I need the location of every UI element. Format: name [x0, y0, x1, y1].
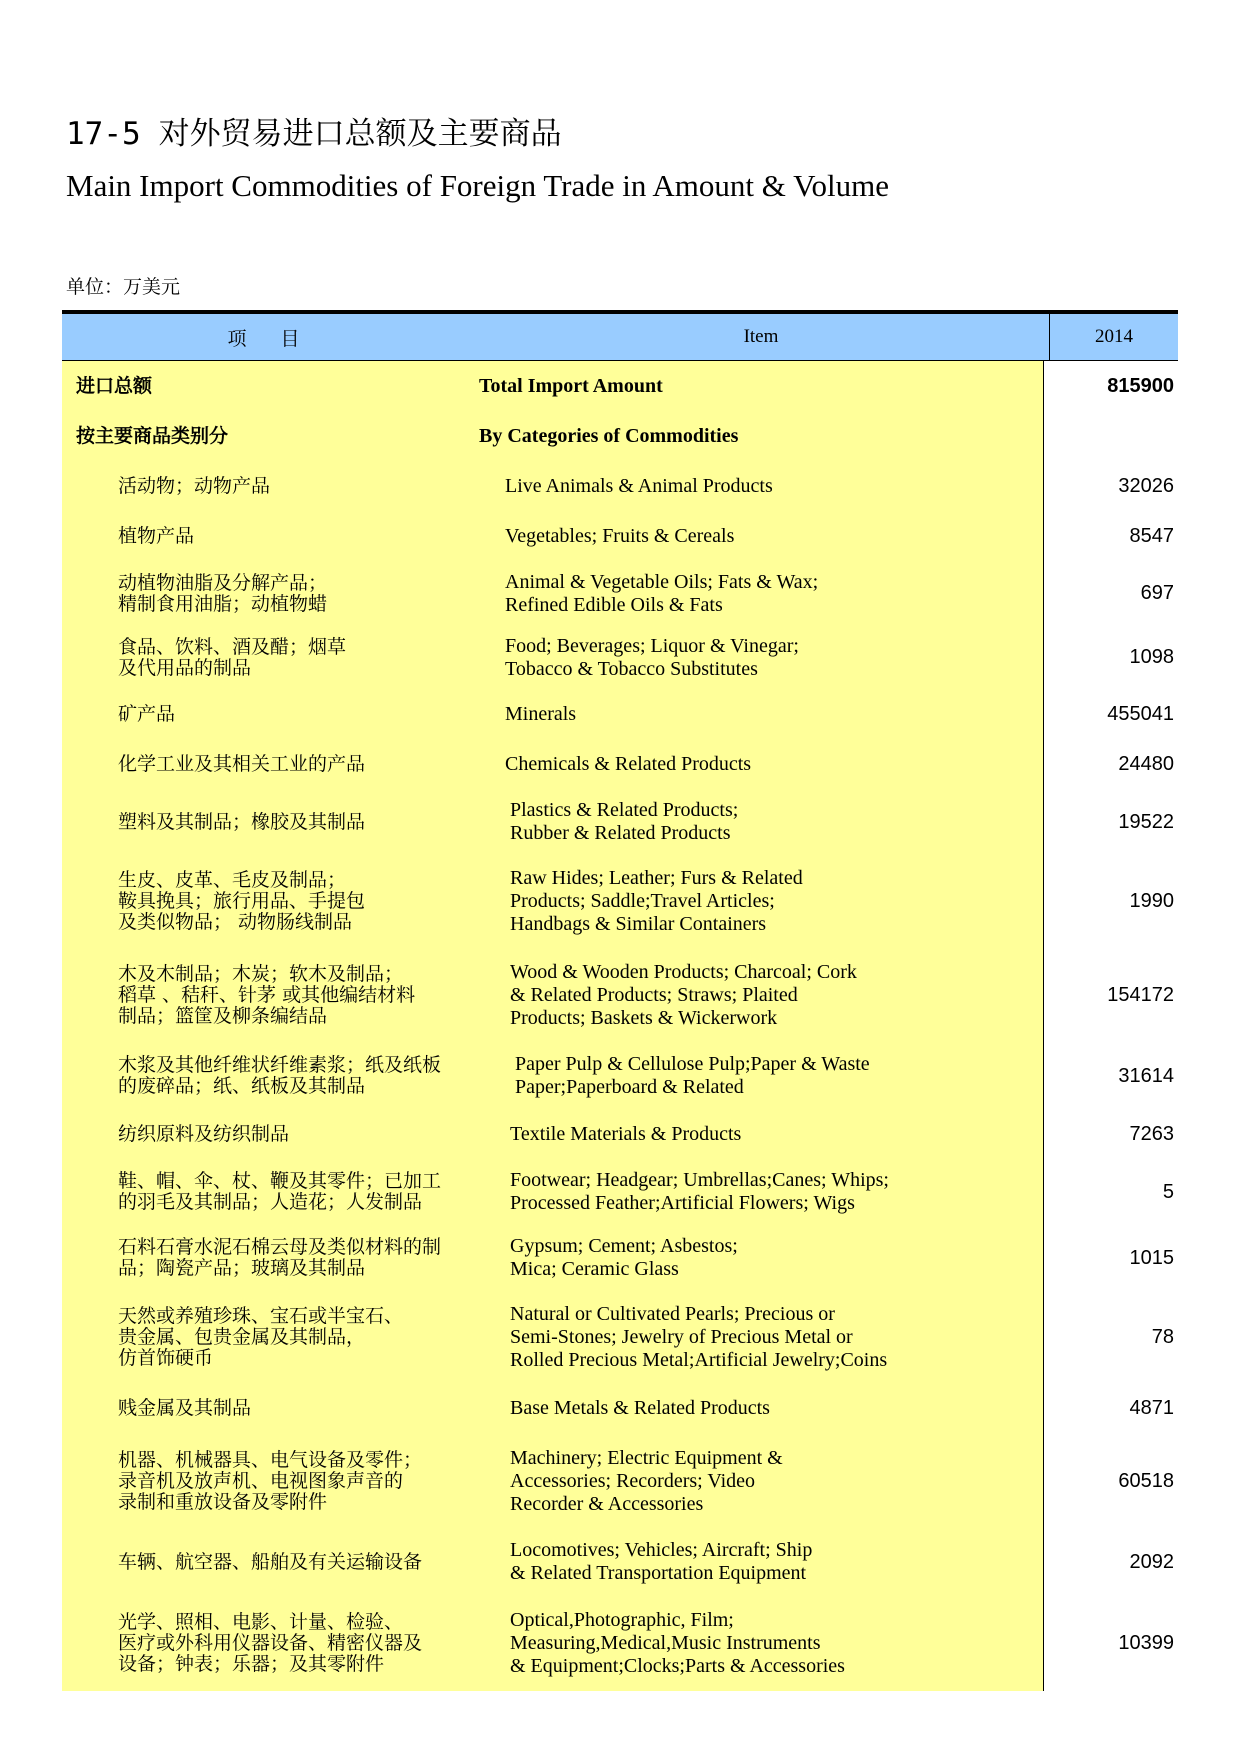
row-label-en: Natural or Cultivated Pearls; Precious or Semi-Stones; Jewelry of Precious Metal or Rolled Precious Metal;Artificial Jewelry;Coins: [510, 1302, 888, 1371]
row-label-cn: 动植物油脂及分解产品； 精制食用油脂；动植物蜡: [118, 571, 328, 615]
header-item-cn: 项 目: [227, 327, 314, 350]
row-value: 1990: [1129, 889, 1174, 912]
table-row: [62, 511, 1178, 561]
row-label-en: Gypsum; Cement; Asbestos; Mica; Ceramic Glass: [510, 1235, 738, 1280]
row-label-cn: 光学、照相、电影、计量、检验、 医疗或外科用仪器设备、精密仪器及 设备；钟表；乐器；及其零附件: [118, 1610, 423, 1675]
page-title-cn: [66, 114, 562, 154]
table-row: [62, 739, 1178, 789]
table-row: [62, 1225, 1178, 1291]
table-row: [62, 789, 1178, 855]
row-label-cn: 木浆及其他纤维状纤维素浆；纸及纸板 的废碎品；纸、纸板及其制品: [118, 1054, 442, 1097]
header-item-en: Item: [479, 314, 1050, 360]
table-row: [62, 1529, 1178, 1595]
row-value: 815900: [1107, 374, 1174, 397]
header-year: 2014: [1095, 326, 1133, 347]
table-row: [62, 461, 1178, 511]
page-title-en: Main Import Commodities of Foreign Trade in Amount & Volume: [66, 168, 889, 203]
row-label-cn: 贱金属及其制品: [118, 1396, 252, 1419]
row-value: 7263: [1129, 1122, 1174, 1145]
row-label-en: Raw Hides; Leather; Furs & Related Products; Saddle;Travel Articles; Handbags & Similar Containers: [510, 866, 803, 935]
row-value: 2092: [1129, 1550, 1174, 1573]
table-row: [62, 1043, 1178, 1109]
table-row: [62, 1383, 1178, 1433]
row-label-en: Textile Materials & Products: [510, 1122, 742, 1145]
import-table: [62, 310, 1178, 1691]
table-row: [62, 1595, 1178, 1691]
unit-label: 单位：万美元: [66, 276, 181, 298]
row-value: [1044, 411, 1178, 461]
table-row: [62, 947, 1178, 1043]
table-row: [62, 561, 1178, 626]
row-label-cn: 食品、饮料、酒及醋；烟草 及代用品的制品: [118, 635, 347, 679]
row-label-cn: 天然或养殖珍珠、宝石或半宝石、 贵金属、包贵金属及其制品， 仿首饰硬币: [118, 1304, 404, 1369]
row-label-en: Optical,Photographic, Film; Measuring,Medical,Music Instruments & Equipment;Clocks;Parts & Accessories: [510, 1608, 845, 1677]
table-row: [62, 855, 1178, 947]
row-label-en: Wood & Wooden Products; Charcoal; Cork & Related Products; Straws; Plaited Products; Baskets & Wickerwork: [510, 960, 857, 1029]
row-label-cn: 机器、机械器具、电气设备及零件； 录音机及放声机、电视图象声音的 录制和重放设备及零附件: [118, 1448, 423, 1513]
row-label-en: Base Metals & Related Products: [510, 1396, 770, 1419]
table-row: [62, 689, 1178, 739]
row-label-en: Live Animals & Animal Products: [505, 474, 773, 497]
table-row: [62, 411, 1178, 461]
row-label-cn: 石料石膏水泥石棉云母及类似材料的制 品；陶瓷产品；玻璃及其制品: [118, 1236, 442, 1279]
row-value: 1015: [1129, 1246, 1174, 1269]
table-body: [62, 361, 1178, 1691]
row-value: 19522: [1118, 810, 1174, 833]
row-value: 31614: [1118, 1064, 1174, 1087]
row-value: 455041: [1107, 702, 1174, 725]
row-label-cn: 植物产品: [118, 524, 195, 547]
row-label-en: Machinery; Electric Equipment & Accessories; Recorders; Video Recorder & Accessories: [510, 1446, 783, 1515]
row-value: 154172: [1107, 983, 1174, 1006]
table-row: [62, 1109, 1178, 1159]
row-value: 32026: [1118, 474, 1174, 497]
row-label-en: Paper Pulp & Cellulose Pulp;Paper & Waste Paper;Paperboard & Related: [515, 1053, 870, 1098]
row-value: 78: [1151, 1325, 1174, 1348]
row-label-cn: 活动物；动物产品: [118, 474, 271, 497]
row-label-cn: 木及木制品；木炭；软木及制品； 稻草 、秸秆、针茅 或其他编结材料 制品；篮筐及柳条编结品: [118, 962, 416, 1027]
table-row: [62, 1159, 1178, 1225]
table-row: [62, 361, 1178, 411]
title-cn-text: 对外贸易进口总额及主要商品: [158, 116, 562, 152]
row-label-cn: 矿产品: [118, 702, 176, 725]
row-value: 697: [1140, 582, 1174, 604]
row-label-cn: 纺织原料及纺织制品: [118, 1122, 290, 1145]
row-label-cn: 塑料及其制品；橡胶及其制品: [118, 810, 366, 833]
table-row: [62, 1291, 1178, 1383]
row-label-cn: 进口总额: [76, 374, 153, 397]
row-label-en: Food; Beverages; Liquor & Vinegar; Tobacco & Tobacco Substitutes: [505, 634, 799, 680]
row-label-cn: 车辆、航空器、船舶及有关运输设备: [118, 1550, 423, 1573]
row-label-en: Locomotives; Vehicles; Aircraft; Ship & Related Transportation Equipment: [510, 1539, 813, 1584]
row-value: 1098: [1129, 646, 1174, 668]
table-row: [62, 1433, 1178, 1529]
row-value: 8547: [1129, 524, 1174, 547]
table-header: [62, 314, 1178, 361]
table-number: 17-5: [66, 116, 141, 152]
row-label-en: Footwear; Headgear; Umbrellas;Canes; Whips; Processed Feather;Artificial Flowers; Wigs: [510, 1169, 889, 1214]
row-label-en: Vegetables; Fruits & Cereals: [505, 524, 735, 547]
row-label-en: Total Import Amount: [479, 374, 663, 397]
row-label-en: Minerals: [505, 702, 577, 725]
row-label-cn: 化学工业及其相关工业的产品: [118, 752, 366, 775]
row-value: 60518: [1118, 1469, 1174, 1492]
row-label-cn: 生皮、皮革、毛皮及制品； 鞍具挽具；旅行用品、手提包 及类似物品； 动物肠线制品: [118, 868, 366, 933]
row-label-en: Chemicals & Related Products: [505, 752, 752, 775]
row-value: 10399: [1118, 1631, 1174, 1654]
row-value: 5: [1162, 1180, 1174, 1203]
row-label-cn: 按主要商品类别分: [76, 424, 229, 447]
table-row: [62, 626, 1178, 689]
row-label-en: Animal & Vegetable Oils; Fats & Wax; Refined Edible Oils & Fats: [505, 570, 819, 616]
row-value: 24480: [1118, 752, 1174, 775]
row-label-en: Plastics & Related Products; Rubber & Related Products: [510, 799, 739, 844]
row-label-en: By Categories of Commodities: [479, 424, 739, 447]
row-value: 4871: [1129, 1396, 1174, 1419]
row-label-cn: 鞋、帽、伞、杖、鞭及其零件；已加工 的羽毛及其制品；人造花；人发制品: [118, 1170, 442, 1213]
